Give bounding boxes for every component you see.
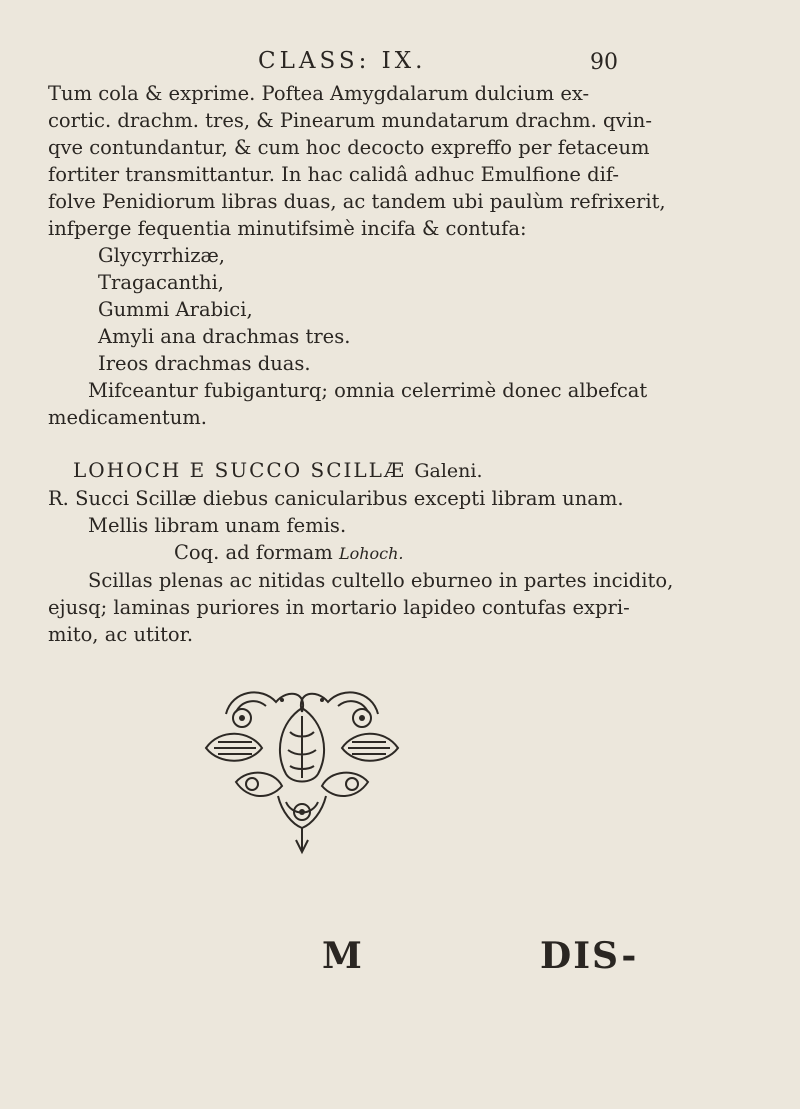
recipe-instruction: Coq. ad formam	[174, 541, 333, 564]
page-number: 90	[590, 50, 618, 75]
recipe-form: Lohoch.	[338, 544, 404, 563]
text-line: fortiter transmittantur. In hac calidâ adhuc Emulfione dif-	[48, 163, 619, 186]
text-line: Mifceantur fubiganturq; omnia celerrimè donec albefcat	[88, 379, 648, 402]
recipe-line	[48, 539, 768, 567]
catchword: DIS-	[540, 935, 639, 977]
recipe	[48, 485, 768, 567]
text-line: qve contundantur, & cum hoc decocto expreffo per fetaceum	[48, 136, 650, 159]
text-line: ejusq; laminas puriores in mortario lapideo contufas expri-	[48, 596, 630, 619]
signature-mark: M	[322, 935, 362, 977]
paragraph-2	[48, 377, 768, 431]
paragraph-1	[48, 80, 768, 242]
class-label: CLASS: IX.	[258, 48, 427, 74]
section-title-text: LOHOCH E SUCCO SCILLÆ	[73, 458, 406, 482]
text-line: mito, ac utitor.	[48, 623, 194, 646]
page-body	[48, 80, 768, 648]
text-line: folve Penidiorum libras duas, ac tandem ubi paulùm refrixerit,	[48, 190, 666, 213]
paragraph-3	[48, 567, 768, 648]
text-line: medicamentum.	[48, 406, 207, 429]
text-line: infperge fequentia minutifsimè incifa & contufa:	[48, 217, 527, 240]
section-title	[48, 457, 768, 485]
recipe-line: Mellis libram unam femis.	[88, 514, 347, 537]
floral-ornament	[196, 678, 408, 856]
text-line: Scillas plenas ac nitidas cultello eburneo in partes incidito,	[88, 569, 674, 592]
section-author: Galeni.	[414, 460, 483, 482]
recipe-line: R. Succi Scillæ diebus canicularibus excepti libram unam.	[48, 487, 624, 510]
ingredient-item: Gummi Arabici,	[98, 298, 253, 321]
ingredient-item: Ireos drachmas duas.	[98, 352, 311, 375]
ingredient-item: Tragacanthi,	[98, 271, 224, 294]
text-line: cortic. drachm. tres, & Pinearum mundatarum drachm. qvin-	[48, 109, 652, 132]
ingredient-item: Glycyrrhizæ,	[98, 244, 226, 267]
text-line: Tum cola & exprime. Poftea Amygdalarum dulcium ex-	[48, 82, 590, 105]
ingredient-list	[48, 242, 768, 377]
ingredient-item: Amyli ana drachmas tres.	[98, 325, 351, 348]
